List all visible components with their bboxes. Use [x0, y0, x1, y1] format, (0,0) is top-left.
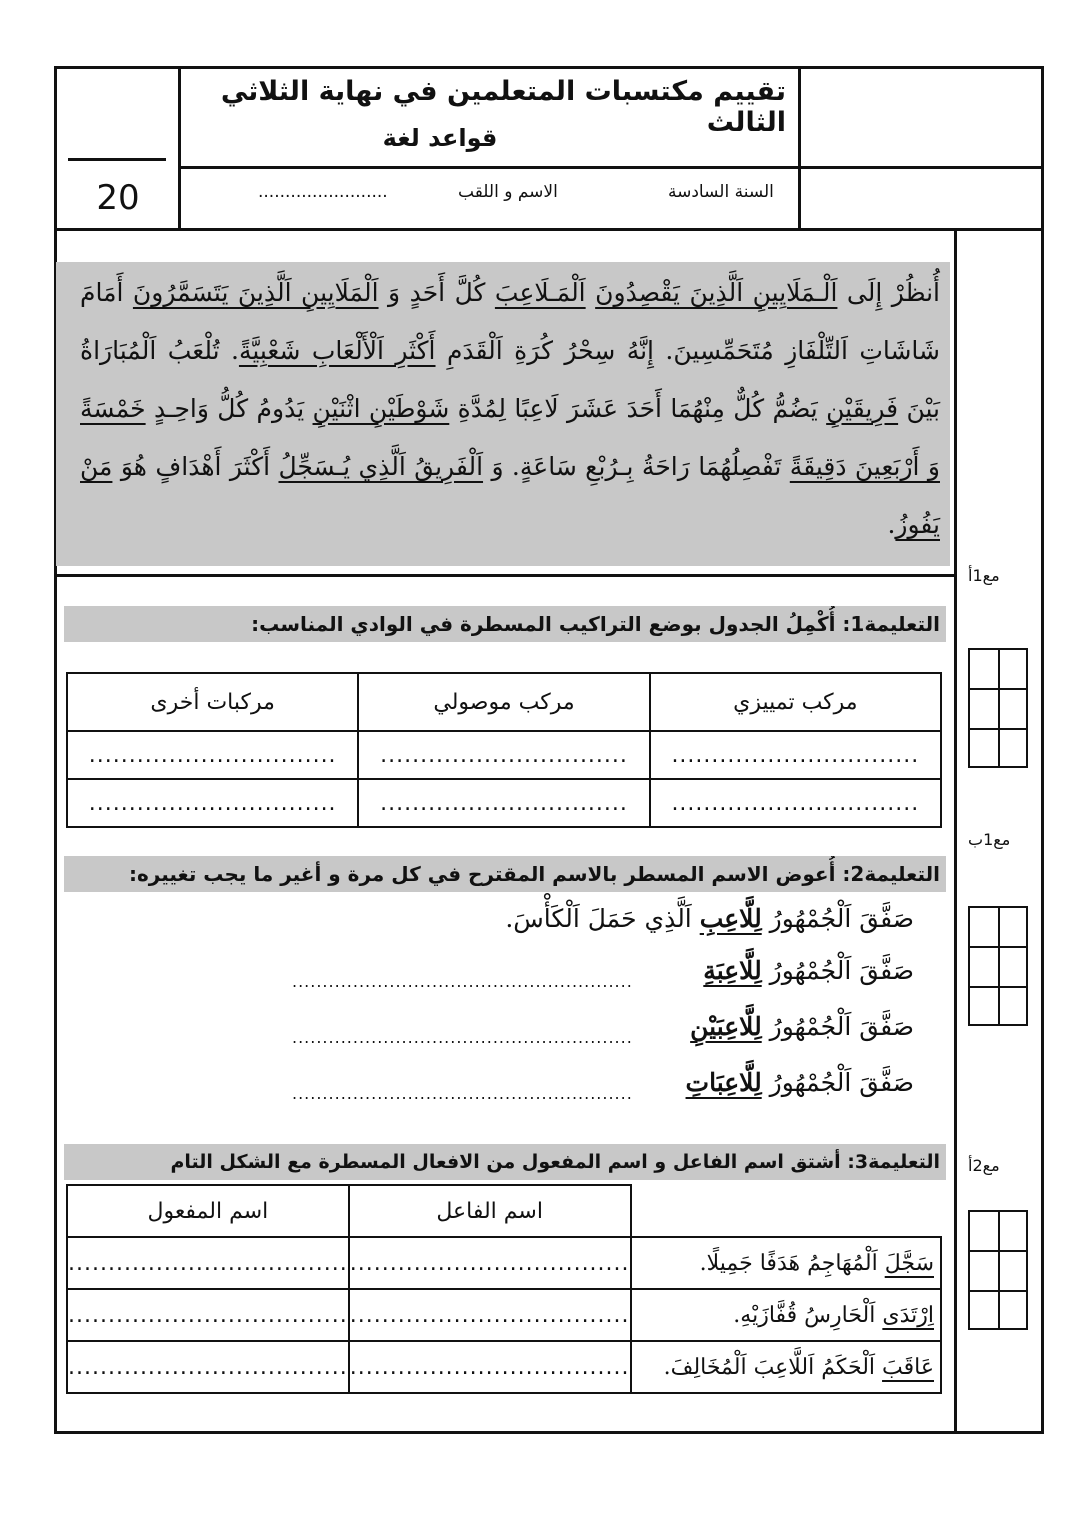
grade-label: السنة السادسة [668, 182, 774, 202]
passage-text: كُلَّ أَحَدٍ وَ [378, 278, 495, 307]
sentence-start: صَفَّقَ اَلْجُمْهُورُ [761, 1012, 914, 1041]
score-fraction-bar [68, 158, 166, 161]
criterion-code-2a: مع2أ [968, 1156, 1000, 1175]
answer-line-1[interactable]: ........................................................ [292, 972, 633, 991]
answer-cell[interactable]: ............................... [67, 731, 358, 779]
answer-cell[interactable]: ................................... [349, 1341, 631, 1393]
score-grid-2 [968, 906, 1028, 1026]
score-grid-3 [968, 1210, 1028, 1330]
table-row [67, 1341, 941, 1393]
table-header-fa3il: اسم الفاعل [349, 1185, 631, 1237]
sentence-start: صَفَّقَ اَلْجُمْهُورُ [761, 956, 914, 985]
table-row [67, 779, 941, 827]
passage-text: أَحَدَ عَشَرَ لَاعِبًا [514, 394, 662, 423]
target-word: لِلَّاعِبَاتِ [685, 1068, 762, 1097]
score-grid-1 [968, 648, 1028, 768]
criterion-code-1a: مع1أ [968, 566, 1000, 585]
verb-sentence-1 [631, 1237, 941, 1289]
page-title: تقييم مكتسبات المتعلمين في نهاية الثلاثي الثالث [220, 76, 786, 138]
table-header-maf3ul: اسم المفعول [67, 1185, 349, 1237]
passage-text: لِمُدَّةِ [449, 394, 515, 423]
instruction-1 [64, 606, 946, 642]
instruction-1-label: التعليمة1 [850, 612, 940, 636]
verb-sentence-2 [631, 1289, 941, 1341]
passage-text: . تُلْعَبُ اَلْمُبَارَاةُ بَيْنَ [80, 336, 941, 423]
answer-cell[interactable]: ............................... [650, 731, 941, 779]
criterion-code-1b: مع1ب [968, 830, 1011, 849]
answer-cell[interactable]: ................................... [67, 1237, 349, 1289]
header-divider-right [798, 68, 801, 230]
table-header-blank [631, 1185, 941, 1237]
header-divider-mid [180, 166, 1044, 169]
passage-divider [56, 574, 954, 577]
passage-text: أَمَامَ شَاشَاتِ اَلتِّلْفَازِ مُتَحَمِّسِينَ. إِنَّهُ سِحْرُ كُرَةِ اَلْقَدَمِ [80, 278, 940, 365]
underlined-verb: عَاقَبَ [882, 1354, 934, 1380]
passage-text: أَكْثَرَ أَهْدَافٍ هُوَ [112, 452, 279, 481]
instruction-3-label: التعليمة3 [854, 1151, 940, 1173]
passage-text: . [887, 510, 896, 539]
name-label: الاسم و اللقب [458, 182, 558, 202]
table-header-others: مركبات أخرى [67, 673, 358, 731]
answer-cell[interactable]: ............................... [650, 779, 941, 827]
verb-sentence-3 [631, 1341, 941, 1393]
passage-text: أُنظُرْ إِلَى [837, 278, 940, 307]
table-header-mawsuli: مركب موصولي [358, 673, 649, 731]
reading-passage [80, 264, 940, 554]
table-row [67, 1237, 941, 1289]
answer-cell[interactable]: ............................... [358, 731, 649, 779]
passage-text: يَدُومُ كُلُّ وَاحِـدٍ [145, 394, 313, 423]
example-sentence [505, 904, 914, 933]
answer-line-2[interactable]: ........................................................ [292, 1028, 633, 1047]
score-total: 20 [96, 178, 140, 218]
sentence-rest: اَلْحَكَمُ اَللَّاعِبَ اَلْمُخَالِفَ. [663, 1354, 883, 1380]
answer-cell[interactable]: ................................... [349, 1289, 631, 1341]
subject-title: قواعد لغة [382, 124, 498, 152]
table-header-tamyizi: مركب تمييزي [650, 673, 941, 731]
sentence-rest: اَلْحَارِسُ قُفَّازَيْهِ. [733, 1302, 883, 1328]
underlined-phrase: اَلْمَـلَاعِبَ [494, 278, 586, 307]
derivation-table [66, 1184, 942, 1394]
underlined-verb: سَجَّلَ [884, 1250, 934, 1276]
underlined-phrase: خَمْسَةً وَ أَرْبَعِينَ دَقِيقَةً [80, 394, 940, 481]
instruction-1-text: : أُكْمِلُ الجدول بوضع التراكيب المسطرة في الوادي المناسب: [251, 612, 851, 636]
table-row [67, 1289, 941, 1341]
passage-text: يَضُمُّ كُلٌّ مِنْهُمَا [661, 394, 827, 423]
underlined-phrase: فَرِيقَيْنِ [826, 394, 899, 423]
passage-text: تَفْصِلُهُمَا رَاحَةُ بِـرُبْعِ سَاعَةٍ. وَ [483, 452, 790, 481]
sentence-start: صَفَّقَ اَلْجُمْهُورُ [761, 1068, 914, 1097]
underlined-phrase: اَلْمَلَايِينِ اَلَّذِينَ يَتَسَمَّرُونَ [132, 278, 379, 307]
name-field[interactable]: ........................ [258, 182, 388, 202]
sentence-rest: اَلْمُهَاجِمُ هَدَفًا جَمِيلًا. [699, 1250, 885, 1276]
underlined-phrase: شَوْطَيْنِ اثْنَيْنِ [312, 394, 450, 423]
sentence-end: اَلَّذِي حَمَلَ اَلْكَأْسَ. [505, 904, 700, 933]
classification-table [66, 672, 942, 828]
margin-column-line [954, 230, 957, 1434]
instruction-2-text: : أُعوض الاسم المسطر بالاسم المقترح في كل مرة و أغير ما يجب تغييره: [128, 862, 851, 886]
underlined-verb: اِرْتَدَى [882, 1302, 934, 1328]
underlined-phrase: اَلْفَرِيقُ اَلَّذِي يُـسَجِّلُ [278, 452, 484, 481]
target-word: لِلَّاعِبَيْنِ [690, 1012, 762, 1041]
answer-cell[interactable]: ................................... [67, 1341, 349, 1393]
underlined-phrase: أَكْثَرِ اَلْأَلْعَابِ شَعْبِيَّةً [238, 336, 436, 365]
underlined-word: لِلَّاعِبِ [699, 904, 762, 933]
answer-cell[interactable]: ............................... [358, 779, 649, 827]
answer-cell[interactable]: ............................... [67, 779, 358, 827]
instruction-2 [64, 856, 946, 892]
instruction-3 [64, 1144, 946, 1180]
underlined-phrase: مَنْ يَفُوزُ [80, 452, 940, 539]
exercise-sentence-3 [686, 1068, 914, 1097]
exercise-sentence-1 [703, 956, 914, 985]
sentence-start: صَفَّقَ اَلْجُمْهُورُ [761, 904, 914, 933]
answer-cell[interactable]: ................................... [67, 1289, 349, 1341]
answer-cell[interactable]: ................................... [349, 1237, 631, 1289]
instruction-2-label: التعليمة2 [850, 862, 940, 886]
underlined-phrase: اَلْـمَلَايِينِ اَلَّذِينَ يَقْصِدُونَ [595, 278, 838, 307]
target-word: لِلَّاعِبَةِ [703, 956, 762, 985]
table-row [67, 731, 941, 779]
passage-text [586, 278, 596, 307]
header-bottom [54, 228, 1044, 231]
answer-line-3[interactable]: ........................................................ [292, 1084, 633, 1103]
exercise-sentence-2 [690, 1012, 914, 1041]
instruction-3-text: : أشتق اسم الفاعل و اسم المفعول من الافعال المسطرة مع الشكل التام [170, 1151, 855, 1173]
